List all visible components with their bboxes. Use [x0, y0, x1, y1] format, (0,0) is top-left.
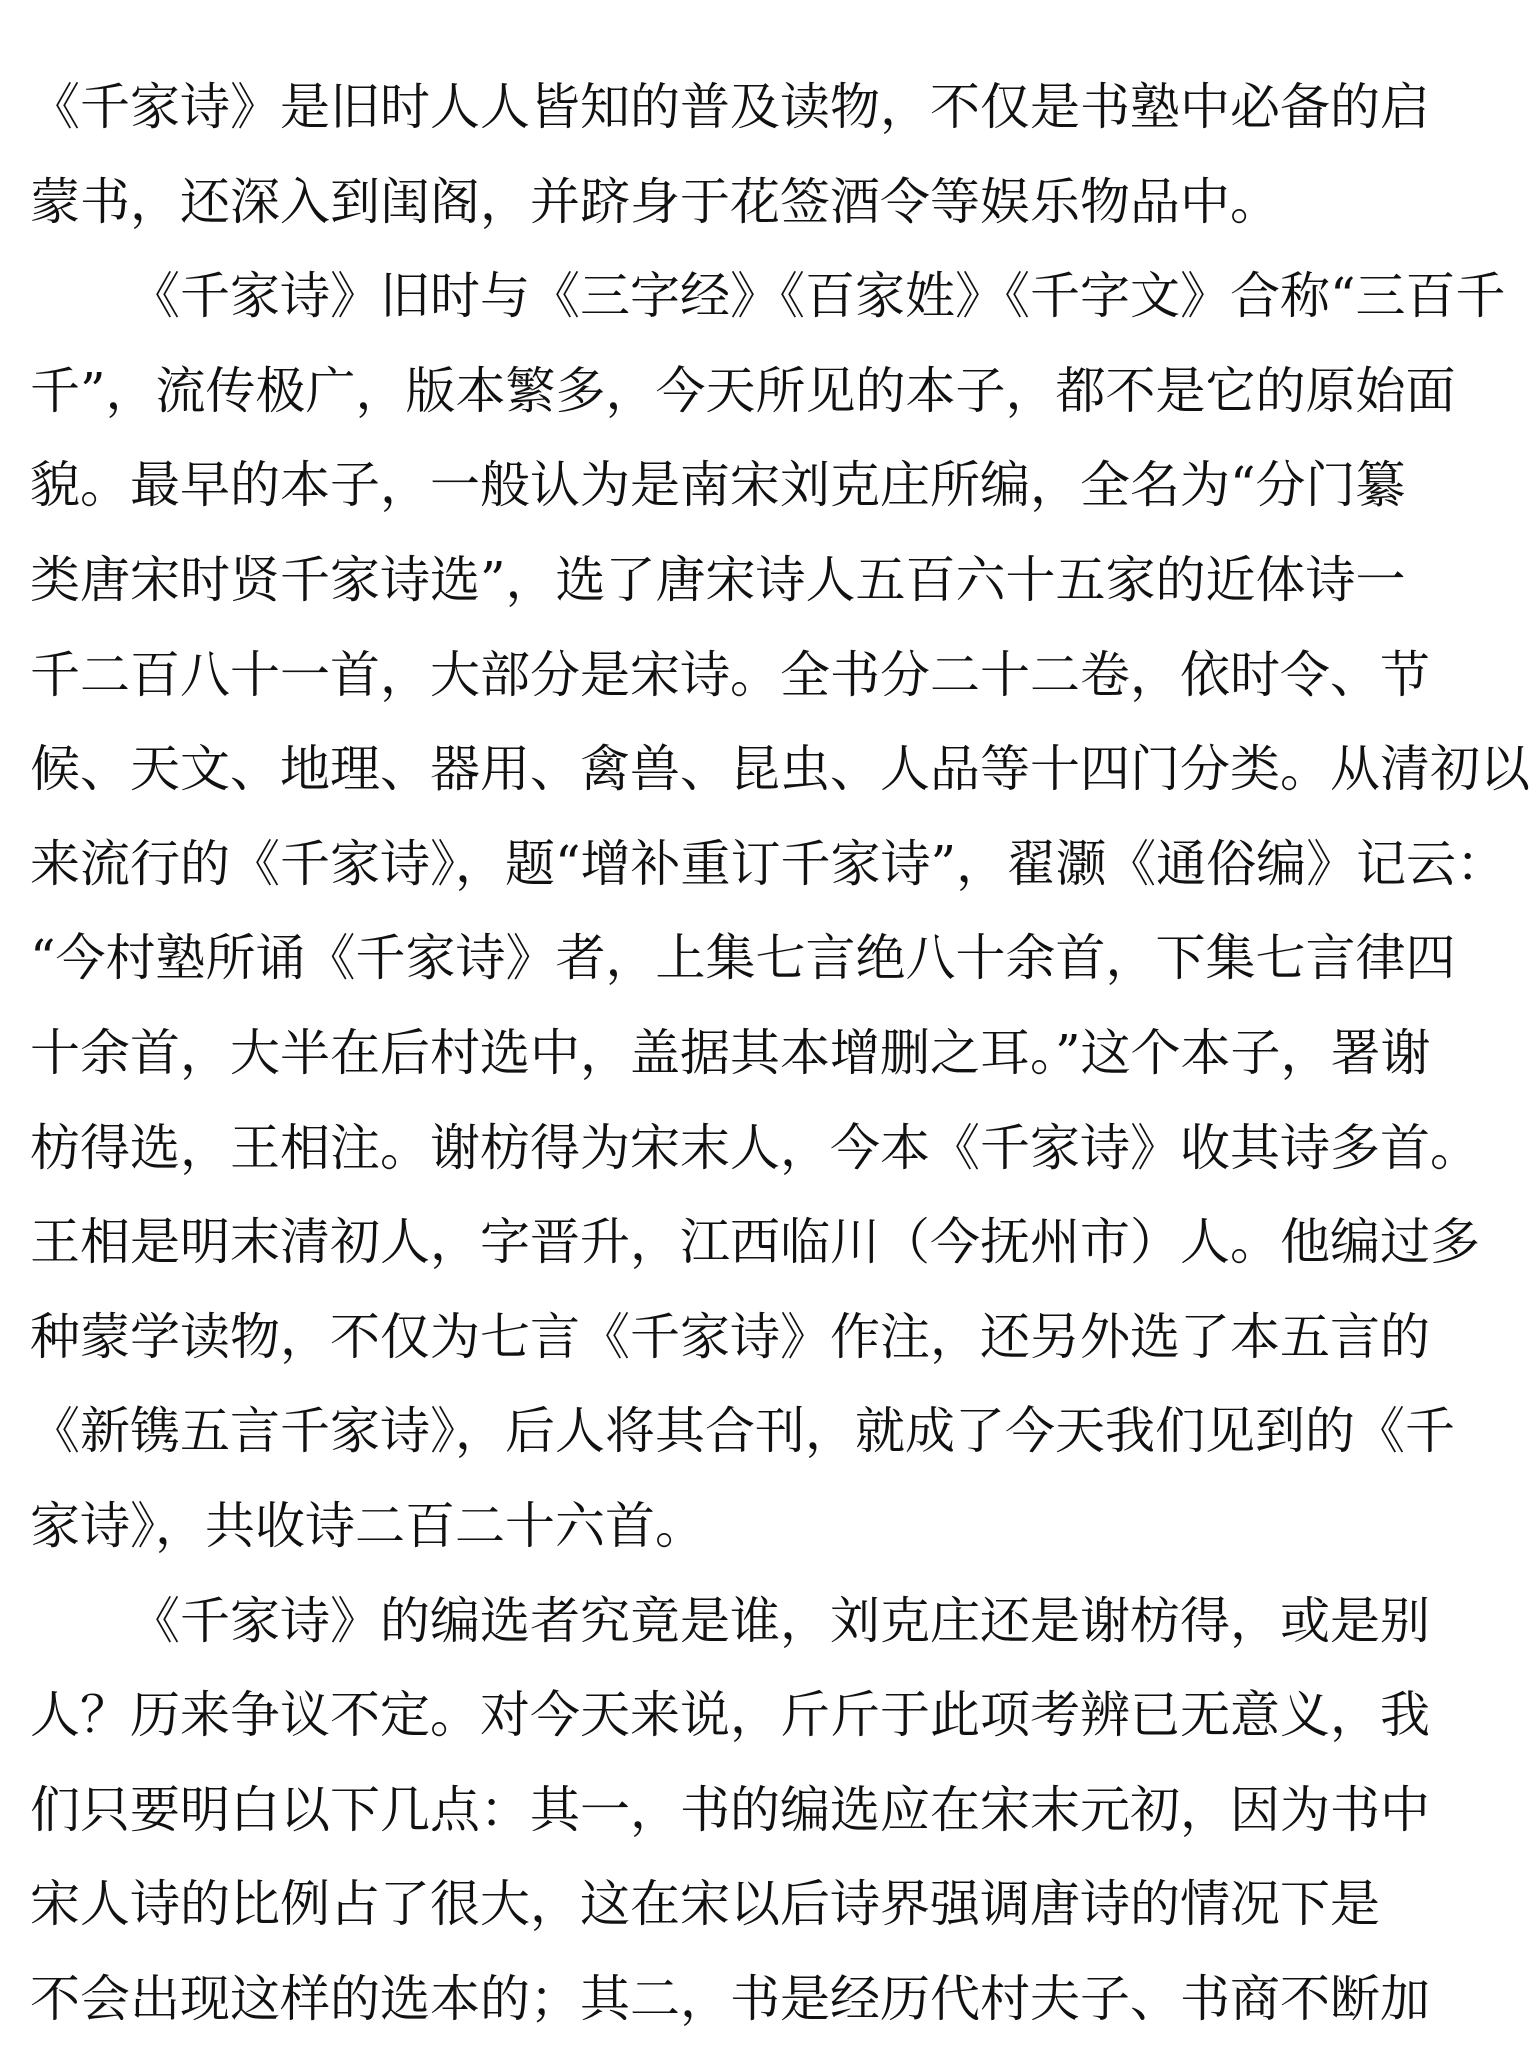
text-line: 《千家诗》是旧时人人皆知的普及读物，不仅是书塾中必备的启	[30, 60, 1165, 155]
document-page	[30, 60, 1165, 2046]
text-line: 蒙书，还深入到闺阁，并跻身于花签酒令等娱乐物品中。	[30, 155, 1165, 250]
text-line: 《新镌五言千家诗》，后人将其合刊，就成了今天我们见到的《千	[30, 1384, 1165, 1479]
text-line: 宋人诗的比例占了很大，这在宋以后诗界强调唐诗的情况下是	[30, 1857, 1165, 1952]
text-line: 千二百八十一首，大部分是宋诗。全书分二十二卷，依时令、节	[30, 628, 1165, 723]
text-line: 十余首，大半在后村选中，盖据其本增删之耳。”这个本子，署谢	[30, 1006, 1165, 1101]
text-line: 种蒙学读物，不仅为七言《千家诗》作注，还另外选了本五言的	[30, 1290, 1165, 1385]
text-line: 枋得选，王相注。谢枋得为宋末人，今本《千家诗》收其诗多首。	[30, 1101, 1165, 1196]
text-line: 王相是明末清初人，字晋升，江西临川（今抚州市）人。他编过多	[30, 1195, 1165, 1290]
paragraph-1	[30, 60, 1165, 249]
text-line: 千”，流传极广，版本繁多，今天所见的本子，都不是它的原始面	[30, 344, 1165, 439]
text-line: 类唐宋时贤千家诗选”，选了唐宋诗人五百六十五家的近体诗一	[30, 533, 1165, 628]
text-line: 不会出现这样的选本的；其二，书是经历代村夫子、书商不断加	[30, 1952, 1165, 2046]
text-line: 人？历来争议不定。对今天来说，斤斤于此项考辨已无意义，我	[30, 1668, 1165, 1763]
paragraph-3	[30, 1574, 1165, 2046]
text-line: “今村塾所诵《千家诗》者，上集七言绝八十余首，下集七言律四	[30, 911, 1165, 1006]
paragraph-2	[30, 249, 1165, 1573]
text-line: 家诗》，共收诗二百二十六首。	[30, 1479, 1165, 1574]
text-line: 来流行的《千家诗》，题“增补重订千家诗”，翟灏《通俗编》记云：	[30, 817, 1165, 912]
text-line: 们只要明白以下几点：其一，书的编选应在宋末元初，因为书中	[30, 1763, 1165, 1858]
text-line: 貌。最早的本子，一般认为是南宋刘克庄所编，全名为“分门纂	[30, 438, 1165, 533]
text-line: 《千家诗》的编选者究竟是谁，刘克庄还是谢枋得，或是别	[30, 1574, 1165, 1669]
text-line: 《千家诗》旧时与《三字经》《百家姓》《千字文》合称“三百千	[30, 249, 1165, 344]
text-line: 候、天文、地理、器用、禽兽、昆虫、人品等十四门分类。从清初以	[30, 722, 1165, 817]
